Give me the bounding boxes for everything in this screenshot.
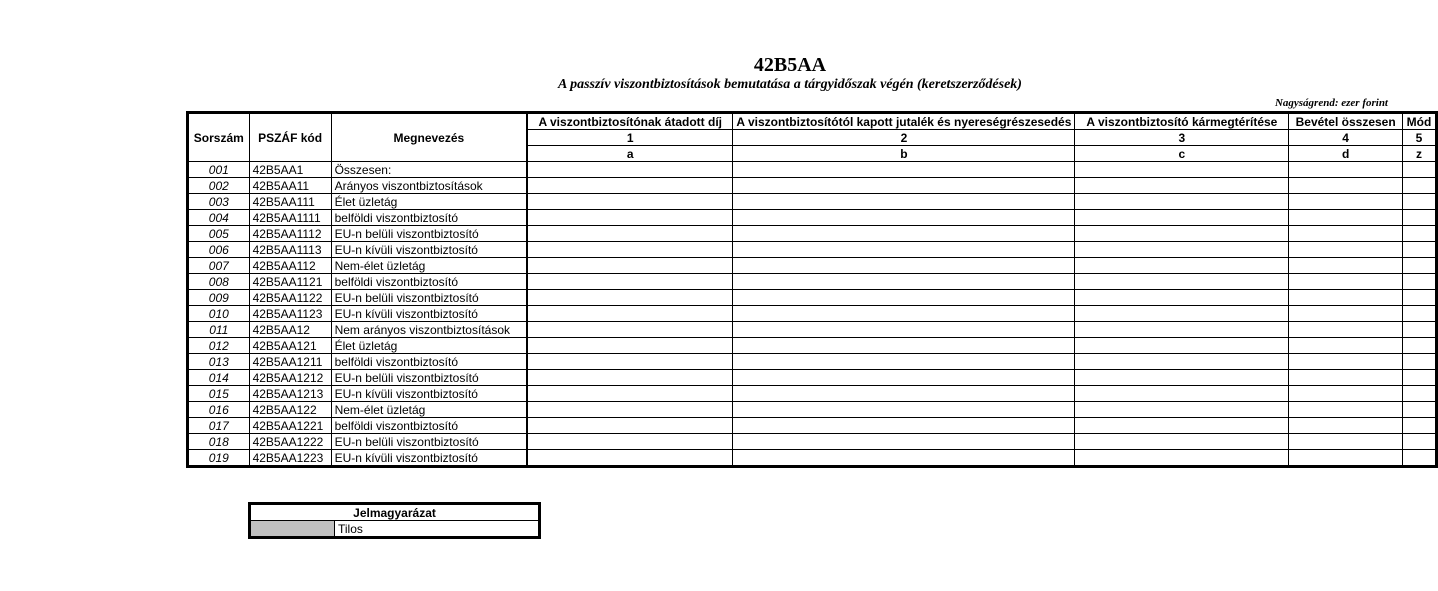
value-cell-col-1[interactable] (527, 210, 733, 226)
header-pszaf-kod: PSZÁF kód (249, 113, 331, 162)
row-pszaf-code: 42B5AA121 (249, 338, 331, 354)
value-cell-col-5[interactable] (1402, 194, 1436, 210)
col-number: 2 (733, 130, 1075, 146)
value-cell-col-3[interactable] (1075, 322, 1289, 338)
table-row (188, 178, 1437, 194)
value-cell-col-5[interactable] (1402, 258, 1436, 274)
header-col-1: A viszontbiztosítónak átadott díj (527, 113, 733, 130)
row-name: Élet üzletág (331, 338, 527, 354)
value-cell-col-4[interactable] (1289, 258, 1403, 274)
table-row (188, 354, 1437, 370)
value-cell-col-5[interactable] (1402, 274, 1436, 290)
row-number: 007 (188, 258, 250, 274)
value-cell-col-5[interactable] (1402, 402, 1436, 418)
header-col-3: A viszontbiztosító kármegtérítése (1075, 113, 1289, 130)
value-cell-col-1[interactable] (527, 434, 733, 450)
header-sorszam: Sorszám (188, 113, 250, 162)
form-code-title: 42B5AA (753, 54, 827, 76)
row-number: 011 (188, 322, 250, 338)
table-row (188, 226, 1437, 242)
value-cell-col-3[interactable] (1075, 450, 1289, 467)
value-cell-col-5[interactable] (1402, 418, 1436, 434)
table-row (188, 194, 1437, 210)
row-pszaf-code: 42B5AA1211 (249, 354, 331, 370)
row-number: 016 (188, 402, 250, 418)
table-row (188, 434, 1437, 450)
value-cell-col-3[interactable] (1075, 370, 1289, 386)
row-pszaf-code: 42B5AA12 (249, 322, 331, 338)
row-name: EU-n belüli viszontbiztosító (331, 290, 527, 306)
value-cell-col-2[interactable] (733, 370, 1075, 386)
value-cell-col-4[interactable] (1289, 274, 1403, 290)
table-row (188, 338, 1437, 354)
row-pszaf-code: 42B5AA1122 (249, 290, 331, 306)
row-number: 005 (188, 226, 250, 242)
value-cell-col-4[interactable] (1289, 434, 1403, 450)
value-cell-col-4[interactable] (1289, 290, 1403, 306)
header-col-5: Mód (1402, 113, 1436, 130)
value-cell-col-5[interactable] (1402, 290, 1436, 306)
table-body (188, 162, 1437, 467)
row-pszaf-code: 42B5AA11 (249, 178, 331, 194)
value-cell-col-4[interactable] (1289, 418, 1403, 434)
row-pszaf-code: 42B5AA1123 (249, 306, 331, 322)
value-cell-col-3[interactable] (1075, 354, 1289, 370)
row-number: 019 (188, 450, 250, 467)
table-row (188, 370, 1437, 386)
value-cell-col-2[interactable] (733, 450, 1075, 467)
row-pszaf-code: 42B5AA1121 (249, 274, 331, 290)
value-cell-col-2[interactable] (733, 386, 1075, 402)
col-letter: z (1402, 146, 1436, 162)
value-cell-col-2[interactable] (733, 242, 1075, 258)
row-number: 002 (188, 178, 250, 194)
row-name: Nem-élet üzletág (331, 402, 527, 418)
row-number: 013 (188, 354, 250, 370)
row-name: Élet üzletág (331, 194, 527, 210)
value-cell-col-4[interactable] (1289, 306, 1403, 322)
value-cell-col-1[interactable] (527, 386, 733, 402)
row-name: EU-n belüli viszontbiztosító (331, 226, 527, 242)
value-cell-col-1[interactable] (527, 178, 733, 194)
row-pszaf-code: 42B5AA1222 (249, 434, 331, 450)
value-cell-col-5[interactable] (1402, 370, 1436, 386)
table-row (188, 450, 1437, 467)
value-cell-col-4[interactable] (1289, 370, 1403, 386)
value-cell-col-1[interactable] (527, 226, 733, 242)
row-number: 015 (188, 386, 250, 402)
value-cell-col-5[interactable] (1402, 354, 1436, 370)
value-cell-col-5[interactable] (1402, 242, 1436, 258)
value-cell-col-3[interactable] (1075, 274, 1289, 290)
row-pszaf-code: 42B5AA1112 (249, 226, 331, 242)
value-cell-col-4[interactable] (1289, 242, 1403, 258)
value-cell-col-2[interactable] (733, 418, 1075, 434)
value-cell-col-2[interactable] (733, 354, 1075, 370)
row-name: belföldi viszontbiztosító (331, 354, 527, 370)
value-cell-col-2[interactable] (733, 162, 1075, 178)
col-letter: c (1075, 146, 1289, 162)
value-cell-col-4[interactable] (1289, 210, 1403, 226)
row-number: 009 (188, 290, 250, 306)
value-cell-col-2[interactable] (733, 210, 1075, 226)
value-cell-col-5[interactable] (1402, 434, 1436, 450)
table-row (188, 258, 1437, 274)
value-cell-col-5[interactable] (1402, 450, 1436, 467)
row-number: 004 (188, 210, 250, 226)
value-cell-col-5[interactable] (1402, 178, 1436, 194)
table-row (188, 162, 1437, 178)
row-name: belföldi viszontbiztosító (331, 210, 527, 226)
value-cell-col-2[interactable] (733, 322, 1075, 338)
value-cell-col-5[interactable] (1402, 210, 1436, 226)
row-pszaf-code: 42B5AA1113 (249, 242, 331, 258)
value-cell-col-2[interactable] (733, 226, 1075, 242)
row-pszaf-code: 42B5AA1 (249, 162, 331, 178)
value-cell-col-2[interactable] (733, 402, 1075, 418)
row-number: 012 (188, 338, 250, 354)
value-cell-col-2[interactable] (733, 178, 1075, 194)
value-cell-col-3[interactable] (1075, 418, 1289, 434)
row-name: EU-n kívüli viszontbiztosító (331, 450, 527, 467)
value-cell-col-3[interactable] (1075, 290, 1289, 306)
row-number: 006 (188, 242, 250, 258)
col-number: 5 (1402, 130, 1436, 146)
value-cell-col-2[interactable] (733, 290, 1075, 306)
row-number: 003 (188, 194, 250, 210)
row-pszaf-code: 42B5AA1223 (249, 450, 331, 467)
value-cell-col-4[interactable] (1289, 194, 1403, 210)
form-subtitle: A passzív viszontbiztosítások bemutatása a tárgyidőszak végén (keretszerződések) (558, 77, 1022, 92)
report-table (186, 111, 1438, 468)
col-letter: a (527, 146, 733, 162)
value-cell-col-1[interactable] (527, 274, 733, 290)
value-cell-col-2[interactable] (733, 258, 1075, 274)
value-cell-col-1[interactable] (527, 194, 733, 210)
value-cell-col-3[interactable] (1075, 402, 1289, 418)
row-number: 008 (188, 274, 250, 290)
table-row (188, 242, 1437, 258)
row-pszaf-code: 42B5AA111 (249, 194, 331, 210)
value-cell-col-5[interactable] (1402, 226, 1436, 242)
value-cell-col-4[interactable] (1289, 226, 1403, 242)
value-cell-col-3[interactable] (1075, 338, 1289, 354)
value-cell-col-1[interactable] (527, 306, 733, 322)
value-cell-col-1[interactable] (527, 322, 733, 338)
value-cell-col-1[interactable] (527, 290, 733, 306)
table-row (188, 402, 1437, 418)
value-cell-col-3[interactable] (1075, 210, 1289, 226)
row-name: EU-n kívüli viszontbiztosító (331, 386, 527, 402)
value-cell-col-1[interactable] (527, 450, 733, 467)
value-cell-col-3[interactable] (1075, 194, 1289, 210)
row-pszaf-code: 42B5AA122 (249, 402, 331, 418)
row-name: Nem-élet üzletág (331, 258, 527, 274)
row-pszaf-code: 42B5AA1111 (249, 210, 331, 226)
row-pszaf-code: 42B5AA1212 (249, 370, 331, 386)
col-number: 1 (527, 130, 733, 146)
value-cell-col-2[interactable] (733, 434, 1075, 450)
value-cell-col-2[interactable] (733, 338, 1075, 354)
col-number: 3 (1075, 130, 1289, 146)
value-cell-col-1[interactable] (527, 338, 733, 354)
value-cell-col-3[interactable] (1075, 306, 1289, 322)
table-row (188, 274, 1437, 290)
row-pszaf-code: 42B5AA1213 (249, 386, 331, 402)
value-cell-col-4[interactable] (1289, 338, 1403, 354)
value-cell-col-3[interactable] (1075, 162, 1289, 178)
value-cell-col-3[interactable] (1075, 178, 1289, 194)
value-cell-col-4[interactable] (1289, 162, 1403, 178)
value-cell-col-1[interactable] (527, 162, 733, 178)
value-cell-col-3[interactable] (1075, 386, 1289, 402)
header-col-2: A viszontbiztosítótól kapott jutalék és nyereségrészesedés (733, 113, 1075, 130)
row-number: 010 (188, 306, 250, 322)
header-megnevezes: Megnevezés (331, 113, 527, 162)
col-letter: d (1289, 146, 1403, 162)
value-cell-col-2[interactable] (733, 306, 1075, 322)
value-cell-col-3[interactable] (1075, 258, 1289, 274)
row-name: EU-n kívüli viszontbiztosító (331, 242, 527, 258)
row-name: belföldi viszontbiztosító (331, 274, 527, 290)
value-cell-col-5[interactable] (1402, 386, 1436, 402)
col-letter: b (733, 146, 1075, 162)
value-cell-col-1[interactable] (527, 370, 733, 386)
row-name: EU-n belüli viszontbiztosító (331, 370, 527, 386)
value-cell-col-3[interactable] (1075, 242, 1289, 258)
value-cell-col-5[interactable] (1402, 306, 1436, 322)
row-number: 017 (188, 418, 250, 434)
value-cell-col-3[interactable] (1075, 226, 1289, 242)
col-number: 4 (1289, 130, 1403, 146)
value-cell-col-1[interactable] (527, 402, 733, 418)
table-row (188, 418, 1437, 434)
unit-note: Nagyságrend: ezer forint (1274, 97, 1388, 109)
table-row (188, 306, 1437, 322)
row-name: Nem arányos viszontbiztosítások (331, 322, 527, 338)
value-cell-col-2[interactable] (733, 274, 1075, 290)
row-number: 018 (188, 434, 250, 450)
legend-title: Jelmagyarázat (250, 504, 540, 521)
row-pszaf-code: 42B5AA1221 (249, 418, 331, 434)
value-cell-col-4[interactable] (1289, 450, 1403, 467)
row-name: Arányos viszontbiztosítások (331, 178, 527, 194)
header-col-4: Bevétel összesen (1289, 113, 1403, 130)
row-number: 001 (188, 162, 250, 178)
value-cell-col-4[interactable] (1289, 386, 1403, 402)
value-cell-col-3[interactable] (1075, 434, 1289, 450)
legend-swatch (250, 521, 335, 538)
value-cell-col-1[interactable] (527, 242, 733, 258)
legend-table (248, 502, 541, 539)
legend-item-label: Tilos (335, 521, 540, 538)
value-cell-col-4[interactable] (1289, 178, 1403, 194)
row-name: EU-n kívüli viszontbiztosító (331, 306, 527, 322)
value-cell-col-5[interactable] (1402, 322, 1436, 338)
table-row (188, 210, 1437, 226)
table-row (188, 386, 1437, 402)
table-row (188, 290, 1437, 306)
value-cell-col-1[interactable] (527, 354, 733, 370)
row-name: belföldi viszontbiztosító (331, 418, 527, 434)
value-cell-col-4[interactable] (1289, 322, 1403, 338)
row-pszaf-code: 42B5AA112 (249, 258, 331, 274)
row-name: Összesen: (331, 162, 527, 178)
value-cell-col-1[interactable] (527, 418, 733, 434)
row-name: EU-n belüli viszontbiztosító (331, 434, 527, 450)
value-cell-col-4[interactable] (1289, 402, 1403, 418)
value-cell-col-5[interactable] (1402, 338, 1436, 354)
value-cell-col-1[interactable] (527, 258, 733, 274)
value-cell-col-2[interactable] (733, 194, 1075, 210)
row-number: 014 (188, 370, 250, 386)
value-cell-col-4[interactable] (1289, 354, 1403, 370)
table-row (188, 322, 1437, 338)
value-cell-col-5[interactable] (1402, 162, 1436, 178)
